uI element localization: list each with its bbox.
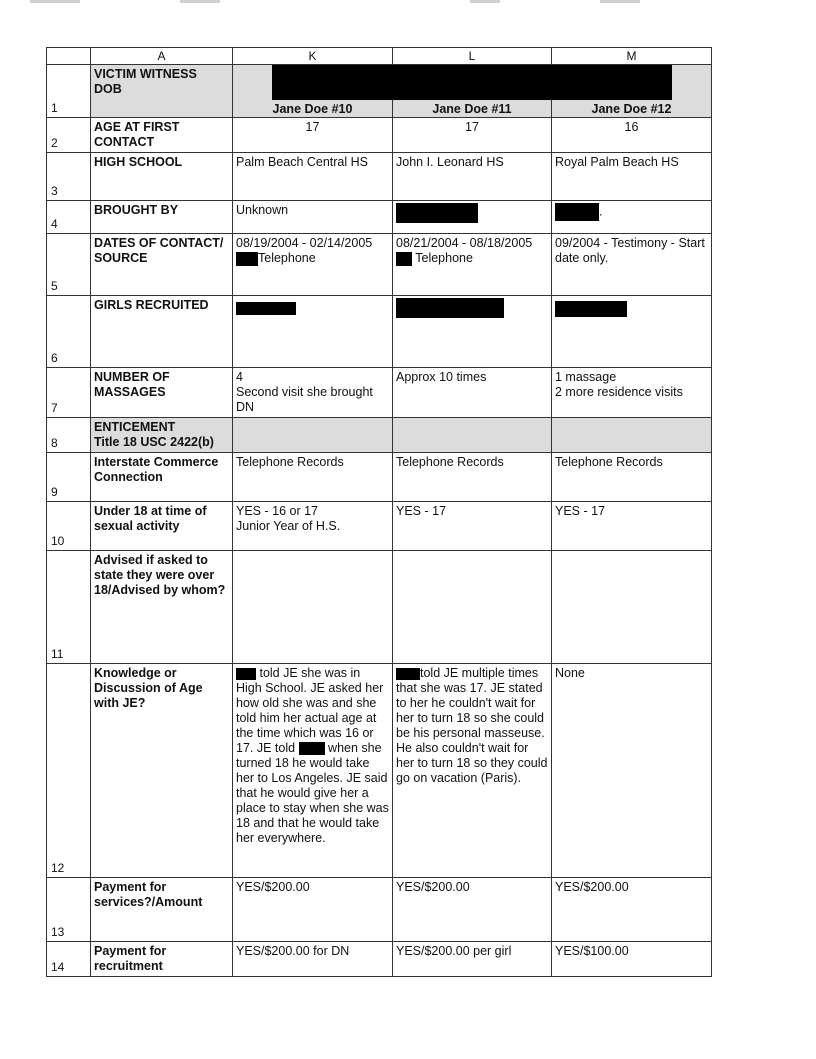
value-cell: 16 [552,118,712,153]
row-label: Knowledge or Discussion of Age with JE? [91,664,233,878]
row-label: AGE AT FIRST CONTACT [91,118,233,153]
value-cell [552,368,712,418]
victim-name-cell: Jane Doe #10 [233,65,393,118]
redaction-block [396,252,412,266]
value-cell [552,201,712,234]
row-number: 1 [47,65,91,118]
value-cell: Approx 10 times [393,368,552,418]
value-line: 4 [236,370,243,384]
value-line: Second visit she brought DN [236,385,373,414]
redaction-block [236,302,296,315]
value-text: Telephone [415,251,473,265]
value-cell [552,418,712,453]
value-cell: Telephone Records [393,453,552,502]
row-number: 9 [47,453,91,502]
row-number: 5 [47,234,91,296]
row-label: GIRLS RECRUITED [91,296,233,368]
redaction-block [236,668,256,680]
row-label: DATES OF CONTACT/ SOURCE [91,234,233,296]
table-row [47,502,712,551]
victim-name-cell: Jane Doe #12 [552,65,712,118]
value-line: 08/19/2004 - 02/14/2005 [236,236,373,250]
value-cell: YES/$200.00 [552,878,712,942]
table-row [47,234,712,296]
redaction-block [555,203,599,221]
value-cell [233,502,393,551]
value-cell [393,201,552,234]
row-number: 10 [47,502,91,551]
label-line: ENTICEMENT Title 18 USC 2422(b) [94,420,214,449]
redaction-block [396,203,478,223]
value-cell [233,551,393,664]
row-label: Interstate Commerce Connection [91,453,233,502]
row-label: Payment for services?/Amount [91,878,233,942]
column-header-m: M [552,48,712,65]
row-label: BROUGHT BY [91,201,233,234]
redaction-block [396,668,420,680]
column-header-l: L [393,48,552,65]
column-header-a: A [91,48,233,65]
row-number: 6 [47,296,91,368]
header-redaction-block [272,65,672,100]
row-label: HIGH SCHOOL [91,153,233,201]
row-number: 8 [47,418,91,453]
value-cell [233,418,393,453]
spreadsheet-table [46,47,712,977]
redaction-block [236,252,258,266]
scan-mark [470,0,500,3]
value-cell: Telephone Records [552,453,712,502]
value-cell: John I. Leonard HS [393,153,552,201]
value-line: YES - 16 or 17 [236,504,318,518]
value-line: 2 more residence visits [555,385,683,399]
row-number: 3 [47,153,91,201]
value-cell [552,296,712,368]
corner-cell [47,48,91,65]
value-cell: YES/$200.00 [233,878,393,942]
table-row [47,153,712,201]
value-cell: Telephone Records [233,453,393,502]
row-number: 2 [47,118,91,153]
table-row [47,878,712,942]
table-row [47,942,712,977]
value-line [396,251,548,266]
value-cell [393,664,552,878]
value-line: 08/21/2004 - 08/18/2005 [396,236,533,250]
scan-mark [180,0,220,3]
value-cell: 09/2004 - Testimony - Start date only. [552,234,712,296]
victim-name-cell: Jane Doe #11 [393,65,552,118]
row-number: 11 [47,551,91,664]
value-cell [233,296,393,368]
value-cell: YES/$200.00 [393,878,552,942]
value-line: 1 massage [555,370,617,384]
row-number: 7 [47,368,91,418]
redaction-block [299,742,325,755]
value-cell: None [552,664,712,878]
row-label: NUMBER OF MASSAGES [91,368,233,418]
row-label: Advised if asked to state they were over 18/Advised by whom? [91,551,233,664]
table-row [47,664,712,878]
value-cell: YES - 17 [552,502,712,551]
value-line: Junior Year of H.S. [236,519,341,533]
value-cell: 17 [393,118,552,153]
value-text: . [599,204,603,219]
value-line [236,251,389,266]
value-cell [233,368,393,418]
value-cell [233,664,393,878]
row-label: Payment for recruitment [91,942,233,977]
value-cell [393,234,552,296]
table-row [47,551,712,664]
value-cell [233,234,393,296]
value-text: Telephone [258,251,316,265]
row-label: Under 18 at time of sexual activity [91,502,233,551]
table-row [47,418,712,453]
value-cell: YES - 17 [393,502,552,551]
table-row [47,118,712,153]
value-cell [393,296,552,368]
label-line: VICTIM WITNESS DOB [94,67,197,96]
value-cell: YES/$200.00 per girl [393,942,552,977]
row-number: 14 [47,942,91,977]
table-row [47,368,712,418]
row-number: 4 [47,201,91,234]
row-number: 13 [47,878,91,942]
value-text: told JE multiple times that she was 17. JE stated to her he couldn't wait for her to turn 18 so she could be his personal masseuse. He also couldn't wait for her to turn 18 so they could go on vacation (Paris). [396,666,548,785]
value-cell: YES/$100.00 [552,942,712,977]
scan-mark [600,0,640,3]
redaction-block [555,301,627,317]
value-cell: Unknown [233,201,393,234]
row-label [91,418,233,453]
value-cell: Royal Palm Beach HS [552,153,712,201]
table-row [47,201,712,234]
table-row [47,296,712,368]
scan-mark [30,0,80,3]
table-row [47,453,712,502]
row-label [91,65,233,118]
value-cell [393,551,552,664]
value-cell [393,418,552,453]
redaction-block [396,298,504,318]
value-cell: 17 [233,118,393,153]
column-header-row [47,48,712,65]
value-cell: YES/$200.00 for DN [233,942,393,977]
row-number: 12 [47,664,91,878]
column-header-k: K [233,48,393,65]
value-text: when she turned 18 he would take her to Los Angeles. JE said that he would give her a place to stay when she was 18 and that he would take her everywhere. [236,741,389,845]
value-cell [552,551,712,664]
value-cell: Palm Beach Central HS [233,153,393,201]
value-text: told JE she was in High School. JE asked her how old she was and she told him her actual age at the time which was 16 or 17. JE told [236,666,384,755]
